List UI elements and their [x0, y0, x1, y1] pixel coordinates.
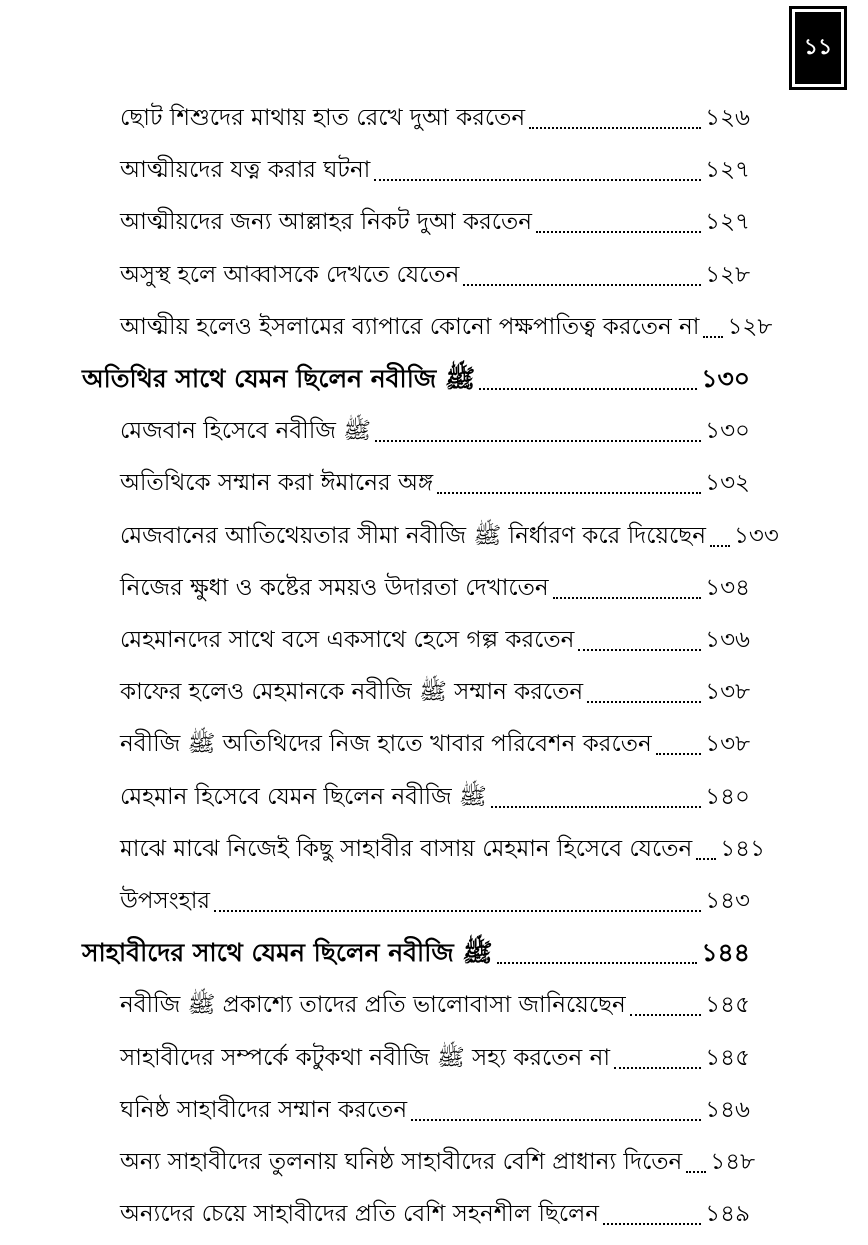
dot-leader	[529, 127, 701, 129]
dot-leader	[374, 179, 701, 181]
toc-entry-page: ১৪৩	[705, 888, 750, 914]
toc-entry-title: নবীজি ﷺ অতিথিদের নিজ হাতে খাবার পরিবেশন করতেন	[120, 731, 652, 758]
dot-leader	[497, 962, 698, 964]
toc-entry	[120, 98, 750, 138]
dot-leader	[411, 1119, 701, 1121]
toc-entry-page: ১৪৫	[705, 1044, 750, 1071]
toc-entry	[120, 985, 750, 1025]
toc-entry-title: অসুস্থ হলে আব্বাসকে দেখতে যেতেন	[120, 261, 460, 288]
toc-entry-title: নিজের ক্ষুধা ও কষ্টের সময়ও উদারতা দেখাতেন	[120, 574, 549, 601]
dot-leader	[696, 858, 716, 860]
page-number-badge	[789, 6, 847, 90]
dot-leader	[630, 1014, 701, 1016]
toc-entry-title: কাফের হলেও মেহমানকে নবীজি ﷺ সম্মান করতেন	[120, 679, 584, 706]
dot-leader	[656, 753, 702, 755]
toc-entry-page: ১৪৯	[705, 1201, 750, 1228]
dot-leader	[614, 1067, 701, 1069]
page-number-box	[795, 12, 841, 84]
toc-entry-title: আত্মীয়দের যত্ন করার ঘটনা	[120, 157, 371, 184]
toc-entry	[120, 568, 750, 608]
dot-leader	[686, 1171, 706, 1173]
toc-entry-page: ১৩৪	[705, 574, 750, 601]
dot-leader	[479, 388, 697, 390]
toc-entry	[120, 307, 773, 347]
toc-entry-title: মেজবানের আতিথেয়তার সীমা নবীজি ﷺ নির্ধারণ করে দিয়েছেন	[120, 522, 706, 549]
toc-entry-title: ঘনিষ্ঠ সাহাবীদের সম্মান করতেন	[120, 1096, 408, 1123]
toc-entry-title: সাহাবীদের সাথে যেমন ছিলেন নবীজি ﷺ	[82, 938, 493, 968]
toc-entry-title: অতিথিকে সম্মান করা ঈমানের অঙ্গ	[120, 470, 434, 497]
dot-leader	[710, 545, 730, 547]
dot-leader	[463, 284, 701, 286]
toc-entry-title: আত্মীয় হলেও ইসলামের ব্যাপারে কোনো পক্ষপাতিত্ব করতেন না	[120, 313, 700, 340]
toc-entry-page: ১৪৫	[705, 992, 750, 1019]
toc-entry-title: মেজবান হিসেবে নবীজি ﷺ	[120, 418, 372, 445]
toc-entry-title: মেহমানদের সাথে বসে একসাথে হেসে গল্প করতেন	[120, 627, 575, 653]
toc-entry	[120, 672, 750, 712]
toc-entry-title: অন্যদের চেয়ে সাহাবীদের প্রতি বেশি সহনশীল ছিলেন	[120, 1201, 599, 1228]
toc-entry-title: মাঝে মাঝে নিজেই কিছু সাহাবীর বাসায় মেহমান হিসেবে যেতেন	[120, 835, 693, 862]
toc-entry-page: ১৩০	[705, 418, 750, 445]
toc-entry-page: ১২৮	[727, 313, 773, 340]
toc-entry	[120, 463, 750, 503]
dot-leader	[214, 910, 701, 912]
toc-entry	[120, 1038, 750, 1078]
dot-leader	[553, 597, 702, 599]
toc-entry-title: অতিথির সাথে যেমন ছিলেন নবীজি ﷺ	[82, 364, 476, 393]
toc-entry-title: অন্য সাহাবীদের তুলনায় ঘনিষ্ঠ সাহাবীদের বেশি প্রাধান্য দিতেন	[120, 1149, 683, 1175]
toc-entry-page: ১৪১	[720, 835, 765, 862]
toc-entry-page: ১৩২	[705, 470, 750, 497]
toc-entry	[120, 1142, 756, 1182]
toc-entry	[120, 1090, 750, 1130]
toc-entry-title: ছোট শিশুদের মাথায় হাত রেখে দুআ করতেন	[120, 105, 526, 131]
toc-entry-page: ১৩৩	[733, 522, 779, 549]
toc-entry-page: ১২৭	[705, 157, 750, 184]
toc-entry	[120, 150, 750, 190]
toc-entry-title: উপসংহার	[120, 888, 211, 914]
toc-entry	[120, 777, 750, 817]
toc-entry-title: নবীজি ﷺ প্রকাশ্যে তাদের প্রতি ভালোবাসা জানিয়েছেন	[120, 992, 626, 1019]
dot-leader	[603, 1223, 701, 1225]
toc-entry-page: ১৪৪	[701, 938, 750, 968]
dot-leader	[587, 701, 701, 703]
toc-entry	[120, 620, 750, 660]
toc-entry	[120, 202, 750, 242]
toc-entry-page: ১৩৮	[705, 731, 750, 758]
dot-leader	[536, 231, 701, 233]
toc-entry	[120, 1194, 750, 1234]
toc-entry-page: ১২৮	[705, 261, 750, 288]
toc-entry	[120, 724, 750, 764]
dot-leader	[437, 492, 701, 494]
toc-chapter-entry	[82, 933, 750, 973]
toc-entry-page: ১৪০	[705, 783, 750, 810]
toc-entry	[120, 829, 765, 869]
toc-entry-title: আত্মীয়দের জন্য আল্লাহর নিকট দুআ করতেন	[120, 209, 533, 236]
toc-entry-title: সাহাবীদের সম্পর্কে কটুকথা নবীজি ﷺ সহ্য করতেন না	[120, 1044, 610, 1071]
toc-chapter-entry	[82, 359, 750, 399]
dot-leader	[375, 440, 701, 442]
dot-leader	[491, 806, 701, 808]
toc-entry-page: ১৪৮	[710, 1149, 756, 1175]
toc-entry-page: ১৩০	[701, 364, 750, 393]
toc-entry	[120, 516, 779, 556]
toc-entry-page: ১৩৬	[705, 627, 750, 653]
toc-entry-page: ১২৬	[705, 105, 750, 131]
toc-entry	[120, 255, 750, 295]
toc-entry-title: মেহমান হিসেবে যেমন ছিলেন নবীজি ﷺ	[120, 783, 487, 810]
toc-entry-page: ১৪৬	[705, 1096, 750, 1123]
page-number: ১১	[803, 34, 833, 60]
dot-leader	[703, 336, 723, 338]
toc-entry-page: ১৩৮	[705, 679, 750, 706]
toc-entry-page: ১২৭	[705, 209, 750, 236]
toc-entry	[120, 411, 750, 451]
toc-entry	[120, 881, 750, 921]
dot-leader	[578, 649, 701, 651]
